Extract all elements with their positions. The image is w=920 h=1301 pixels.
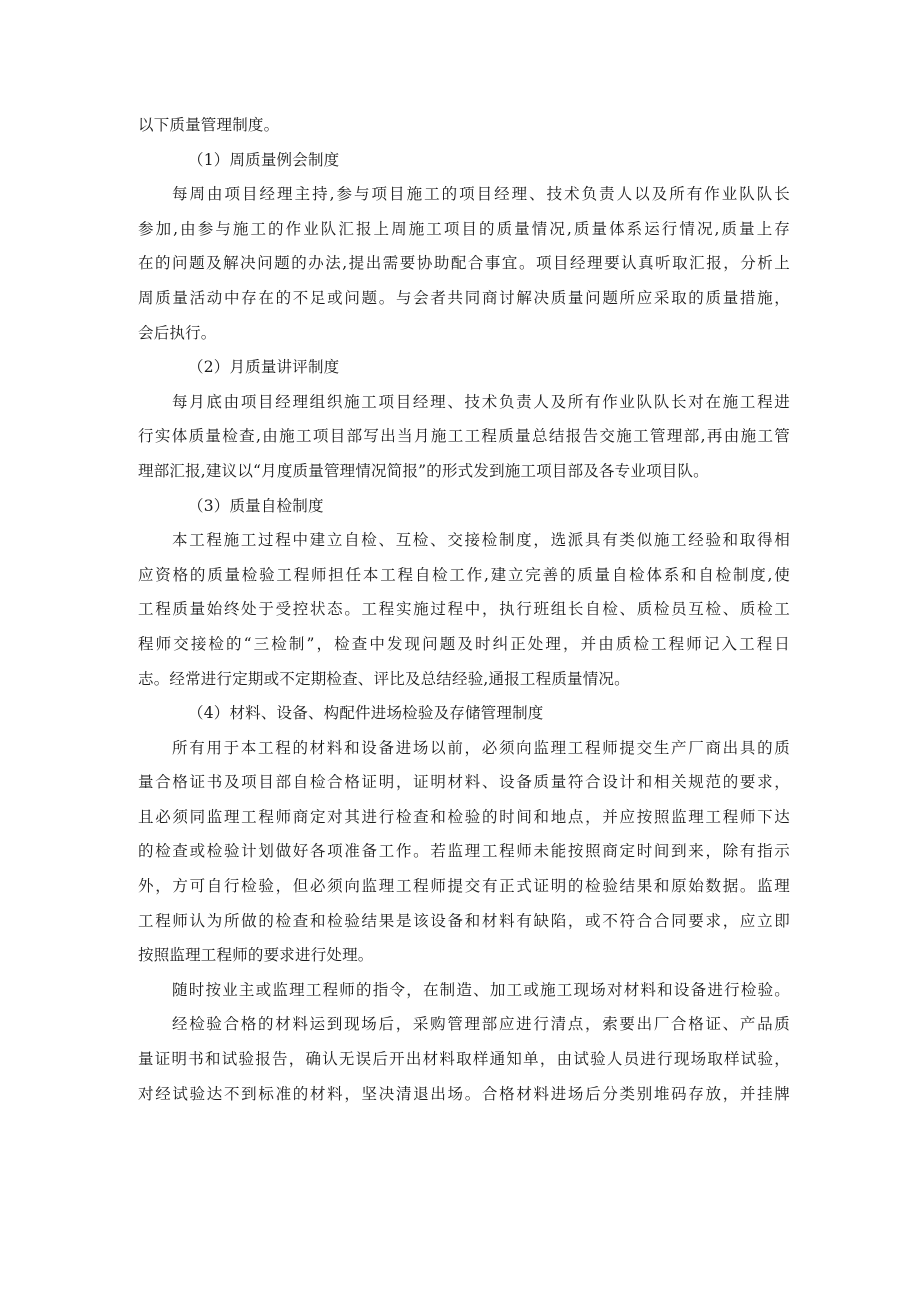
text-line: 本工程施工过程中建立自检、互检、交接检制度，选派具有类似施工经验和取得相 <box>172 531 790 550</box>
text-line: 应资格的质量检验工程师担任本工程自检工作,建立完善的质量自检体系和自检制度,使 <box>138 565 790 584</box>
section-heading: （3）质量自检制度 <box>188 496 324 515</box>
text-line: 行实体质量检查,由施工项目部写出当月施工工程质量总结报告交施工管理部,再由施工管 <box>138 427 790 446</box>
text-line: 每月底由项目经理组织施工项目经理、技术负责人及所有作业队队长对在施工程进 <box>172 392 790 411</box>
text-line: 每周由项目经理主持,参与项目施工的项目经理、技术负责人以及所有作业队队长 <box>172 185 790 204</box>
text-line: 经检验合格的材料运到现场后，采购管理部应进行清点，索要出厂合格证、产品质 <box>172 1015 790 1034</box>
text-line: 志。经常进行定期或不定期检查、评比及总结经验,通报工程质量情况。 <box>138 669 630 688</box>
text-line: 以下质量管理制度。 <box>138 116 280 134</box>
text-line: 外，方可自行检验，但必须向监理工程师提交有正式证明的检验结果和原始数据。监理 <box>138 877 790 896</box>
text-line: 所有用于本工程的材料和设备进场以前，必须向监理工程师提交生产厂商出具的质 <box>172 738 790 757</box>
section-heading: （1）周质量例会制度 <box>188 150 340 169</box>
text-line: 量证明书和试验报告，确认无误后开出材料取样通知单，由试验人员进行现场取样试验， <box>138 1050 790 1069</box>
text-line: 周质量活动中存在的不足或问题。与会者共同商讨解决质量问题所应采取的质量措施， <box>138 288 790 307</box>
text-line: 参加,由参与施工的作业队汇报上周施工项目的质量情况,质量体系运行情况,质量上存 <box>138 219 790 238</box>
section-heading: （4）材料、设备、构配件进场检验及存储管理制度 <box>188 704 544 723</box>
text-line: 量合格证书及项目部自检合格证明，证明材料、设备质量符合设计和相关规范的要求， <box>138 773 790 792</box>
text-line: 在的问题及解决问题的办法,提出需要协助配合事宜。项目经理要认真听取汇报，分析上 <box>138 254 790 273</box>
text-line: 程师交接检的“三检制”，检查中发现问题及时纠正处理，并由质检工程师记入工程日 <box>138 634 790 653</box>
text-line: 对经试验达不到标准的材料，坚决清退出场。合格材料进场后分类别堆码存放，并挂牌 <box>138 1084 790 1103</box>
document-page <box>138 108 790 1111</box>
section-heading: （2）月质量讲评制度 <box>188 358 340 377</box>
text-line: 工程师认为所做的检查和检验结果是该设备和材料有缺陷，或不符合合同要求，应立即 <box>138 911 790 930</box>
text-line: 理部汇报,建议以“月度质量管理情况简报”的形式发到施工项目部及各专业项目队。 <box>138 461 709 480</box>
text-line: 且必须同监理工程师商定对其进行检查和检验的时间和地点，并应按照监理工程师下达 <box>138 807 790 826</box>
text-line: 会后执行。 <box>138 323 217 342</box>
text-line: 工程质量始终处于受控状态。工程实施过程中，执行班组长自检、质检员互检、质检工 <box>138 600 790 619</box>
text-line: 随时按业主或监理工程师的指令，在制造、加工或施工现场对材料和设备进行检验。 <box>172 980 790 999</box>
text-line: 按照监理工程师的要求进行处理。 <box>138 946 374 965</box>
text-line: 的检查或检验计划做好各项准备工作。若监理工程师未能按照商定时间到来，除有指示 <box>138 842 790 861</box>
